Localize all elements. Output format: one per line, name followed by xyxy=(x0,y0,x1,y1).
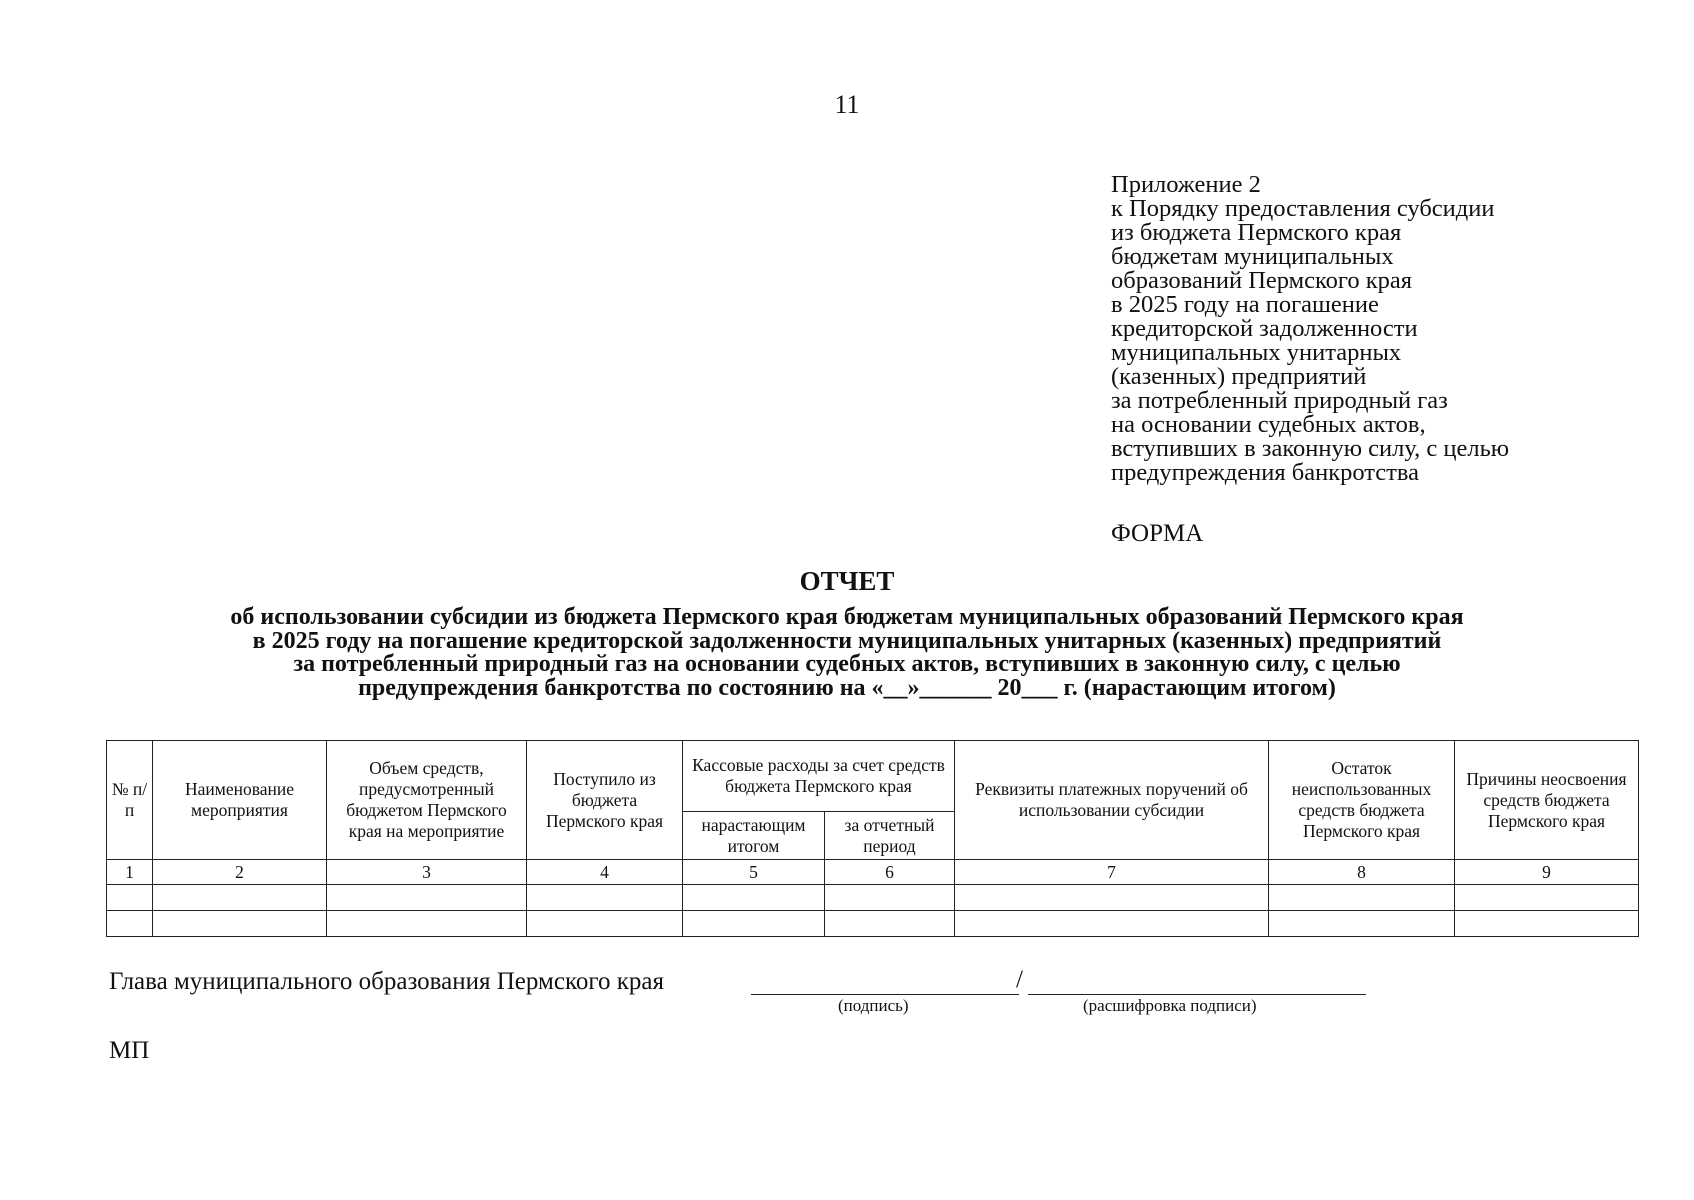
signature-label: Глава муниципального образования Пермского края xyxy=(109,968,664,995)
table-row xyxy=(107,911,1639,937)
appendix-line: предупреждения банкротства xyxy=(1111,459,1419,486)
appendix-line: муниципальных унитарных xyxy=(1111,339,1402,366)
appendix-line: образований Пермского края xyxy=(1111,267,1413,294)
table-cell xyxy=(527,911,683,937)
signature-decoding-caption: (расшифровка подписи) xyxy=(1083,996,1257,1015)
report-subtitle-line: за потребленный природный газ на основании судебных актов, вступивших в законную силу, с целью xyxy=(293,651,1401,677)
column-number-cell: 6 xyxy=(825,860,955,885)
table-cell xyxy=(1269,911,1455,937)
column-number-cell: 8 xyxy=(1269,860,1455,885)
table-cell xyxy=(153,885,327,911)
stamp-place-label: МП xyxy=(109,1037,150,1064)
table-cell xyxy=(1269,885,1455,911)
appendix-line: кредиторской задолженности xyxy=(1111,315,1418,342)
header-cumulative: нарастающим итогом xyxy=(683,812,825,860)
report-subtitle xyxy=(100,606,1594,700)
report-title: ОТЧЕТ xyxy=(799,566,895,596)
table-cell xyxy=(683,885,825,911)
header-reporting-period: за отчетный период xyxy=(825,812,955,860)
table-row xyxy=(107,885,1639,911)
column-number-cell: 7 xyxy=(955,860,1269,885)
table-row xyxy=(107,860,1639,885)
appendix-line: вступивших в законную силу, с целью xyxy=(1111,435,1510,462)
header-reasons: Причины неосвоения средств бюджета Пермского края xyxy=(1455,741,1639,860)
appendix-block xyxy=(1111,173,1631,485)
table-cell xyxy=(527,885,683,911)
form-label: ФОРМА xyxy=(1111,520,1204,547)
appendix-line: к Порядку предоставления субсидии xyxy=(1111,195,1495,222)
table-cell xyxy=(825,911,955,937)
table-cell xyxy=(955,911,1269,937)
table-cell xyxy=(1455,911,1639,937)
appendix-line: в 2025 году на погашение xyxy=(1111,291,1379,318)
report-subtitle-line: предупреждения банкротства по состоянию на «__»______ 20___ г. (нарастающим итогом) xyxy=(358,674,1336,701)
column-number-cell: 9 xyxy=(1455,860,1639,885)
column-number-cell: 3 xyxy=(327,860,527,885)
signature-decoding-line xyxy=(1028,994,1366,995)
header-unused-balance: Остаток неиспользованных средств бюджета Пермского края xyxy=(1269,741,1455,860)
signature-slash: / xyxy=(1016,966,1023,993)
appendix-line: на основании судебных актов, xyxy=(1111,411,1426,438)
appendix-line: из бюджета Пермского края xyxy=(1111,219,1402,246)
appendix-line: Приложение 2 xyxy=(1111,171,1261,198)
report-table xyxy=(106,740,1639,937)
header-cash-expenses: Кассовые расходы за счет средств бюджета Пермского края xyxy=(683,741,955,812)
column-number-cell: 5 xyxy=(683,860,825,885)
appendix-line: бюджетам муниципальных xyxy=(1111,243,1394,270)
column-number-cell: 2 xyxy=(153,860,327,885)
table-cell xyxy=(327,885,527,911)
page-number: 11 xyxy=(834,90,860,119)
header-payment-orders: Реквизиты платежных поручений об использовании субсидии xyxy=(955,741,1269,860)
table-cell xyxy=(1455,885,1639,911)
header-number: № п/п xyxy=(107,741,153,860)
table-cell xyxy=(683,911,825,937)
appendix-line: (казенных) предприятий xyxy=(1111,363,1367,390)
column-number-cell: 1 xyxy=(107,860,153,885)
header-planned-volume: Объем средств, предусмотренный бюджетом Пермского края на мероприятие xyxy=(327,741,527,860)
table-cell xyxy=(153,911,327,937)
header-event-name: Наименование мероприятия xyxy=(153,741,327,860)
signature-caption: (подпись) xyxy=(838,996,909,1015)
table-cell xyxy=(825,885,955,911)
signature-line xyxy=(751,994,1019,995)
table-cell xyxy=(955,885,1269,911)
table-cell xyxy=(107,885,153,911)
table-cell xyxy=(107,911,153,937)
report-subtitle-line: в 2025 году на погашение кредиторской задолженности муниципальных унитарных (казенных) предприятий xyxy=(252,627,1442,654)
header-received: Поступило из бюджета Пермского края xyxy=(527,741,683,860)
column-number-cell: 4 xyxy=(527,860,683,885)
report-subtitle-line: об использовании субсидии из бюджета Пермского края бюджетам муниципальных образований Пермского края xyxy=(230,604,1464,630)
appendix-line: за потребленный природный газ xyxy=(1111,387,1448,414)
table-cell xyxy=(327,911,527,937)
